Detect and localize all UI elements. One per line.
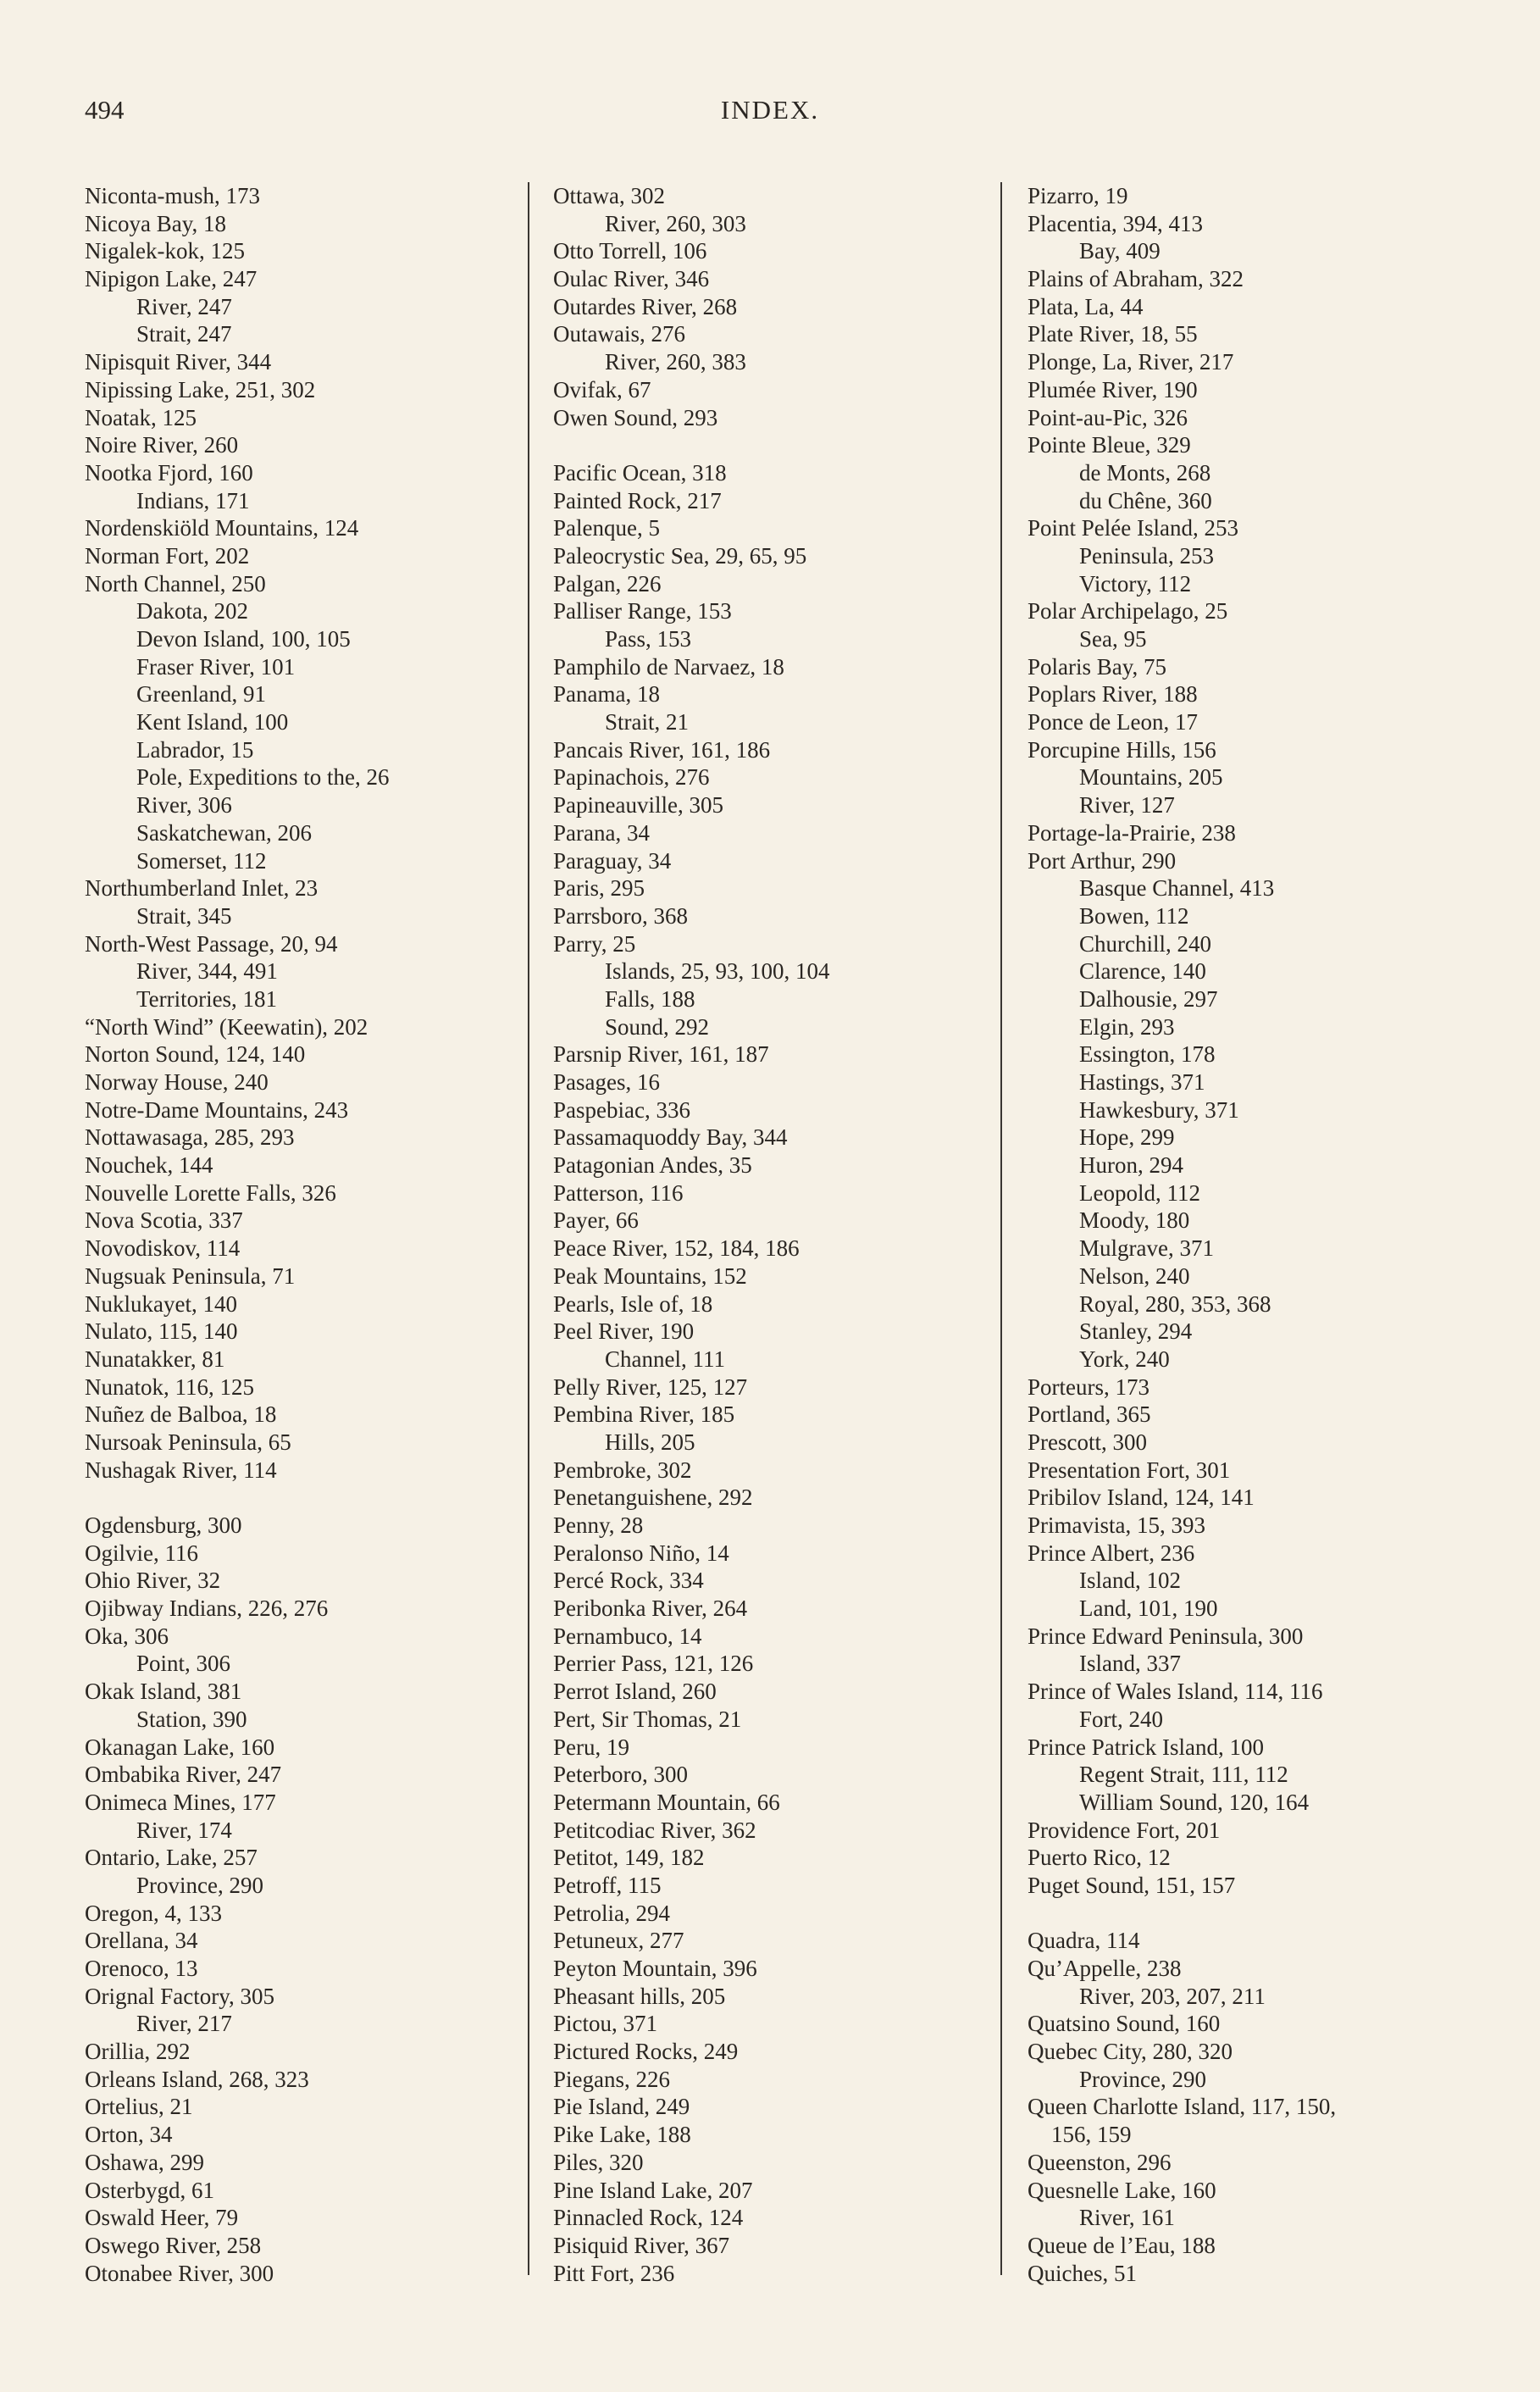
index-subentry: River, 127: [1079, 792, 1175, 819]
index-entry: Peak Mountains, 152: [553, 1263, 747, 1289]
index-entry: Nursoak Peninsula, 65: [85, 1429, 291, 1455]
index-entry: Primavista, 15, 393: [1028, 1512, 1205, 1538]
index-entry: Outawais, 276: [553, 321, 685, 347]
index-subentry: de Monts, 268: [1079, 459, 1211, 486]
index-subentry: Mulgrave, 371: [1079, 1235, 1214, 1262]
index-subentry: River, 174: [136, 1817, 232, 1843]
index-entry: Pernambuco, 14: [553, 1623, 702, 1649]
index-entry: Quesnelle Lake, 160: [1028, 2177, 1216, 2203]
index-subentry: River, 260, 303: [605, 210, 746, 236]
index-entry: Pasages, 16: [553, 1069, 660, 1095]
index-subentry: Stanley, 294: [1079, 1318, 1193, 1345]
index-entry: Ontario, Lake, 257: [85, 1845, 258, 1871]
index-entry: Pictured Rocks, 249: [553, 2039, 739, 2065]
index-entry: Oka, 306: [85, 1623, 169, 1649]
index-entry: Plata, La, 44: [1028, 293, 1144, 319]
index-entry: Prince Albert, 236: [1028, 1540, 1195, 1566]
index-entry: Paspebiac, 336: [553, 1096, 690, 1123]
index-entry: Noatak, 125: [85, 404, 197, 430]
index-entry: Peribonka River, 264: [553, 1596, 748, 1622]
index-entry: Point Pelée Island, 253: [1028, 515, 1238, 541]
index-entry: Pointe Bleue, 329: [1028, 432, 1191, 458]
index-entry: Ogilvie, 116: [85, 1540, 198, 1566]
index-entry: Norton Sound, 124, 140: [85, 1041, 306, 1068]
index-entry: Nushagak River, 114: [85, 1457, 277, 1483]
index-entry: Porteurs, 173: [1028, 1374, 1149, 1400]
index-entry: Oswald Heer, 79: [85, 2205, 239, 2231]
index-subentry: Hawkesbury, 371: [1079, 1096, 1239, 1123]
index-entry: Pisiquid River, 367: [553, 2232, 730, 2258]
index-entry: Peru, 19: [553, 1734, 629, 1760]
index-subentry: Essington, 178: [1079, 1041, 1216, 1068]
page-number: 494: [85, 95, 125, 125]
index-entry: Passamaquoddy Bay, 344: [553, 1124, 788, 1151]
index-subentry: River, 217: [136, 2011, 232, 2037]
index-entry: Penetanguishene, 292: [553, 1485, 753, 1511]
index-subentry: Point, 306: [136, 1651, 231, 1677]
index-entry: Polaris Bay, 75: [1028, 653, 1166, 680]
index-subentry: Strait, 247: [136, 321, 232, 347]
index-entry: Nicoya Bay, 18: [85, 210, 226, 236]
index-subentry: Bay, 409: [1079, 238, 1161, 264]
index-entry: Palliser Range, 153: [553, 598, 732, 624]
index-subentry: Sound, 292: [605, 1013, 710, 1040]
index-subentry: Hills, 205: [605, 1429, 695, 1455]
index-entry: Nulato, 115, 140: [85, 1318, 238, 1345]
index-entry: Polar Archipelago, 25: [1028, 598, 1228, 624]
index-entry: Pine Island Lake, 207: [553, 2177, 753, 2203]
index-entry: Queen Charlotte Island, 117, 150,: [1028, 2094, 1337, 2120]
index-entry: Oregon, 4, 133: [85, 1900, 222, 1926]
index-entry: Ottawa, 302: [553, 183, 665, 208]
index-entry: Panama, 18: [553, 681, 660, 708]
index-subentry: Pass, 153: [605, 626, 692, 652]
index-entry: Portland, 365: [1028, 1401, 1151, 1428]
index-entry: Pike Lake, 188: [553, 2122, 691, 2148]
index-entry: Pert, Sir Thomas, 21: [553, 1706, 742, 1732]
index-subentry: Channel, 111: [605, 1346, 725, 1372]
index-subentry: Devon Island, 100, 105: [136, 626, 351, 652]
index-entry: “North Wind” (Keewatin), 202: [85, 1013, 368, 1040]
index-entry: Nunatakker, 81: [85, 1346, 225, 1372]
index-entry: Nipissing Lake, 251, 302: [85, 376, 316, 402]
index-entry: Penny, 28: [553, 1512, 644, 1538]
index-subentry: Regent Strait, 111, 112: [1079, 1762, 1288, 1788]
index-entry: Quadra, 114: [1028, 1928, 1140, 1954]
index-entry: Orillia, 292: [85, 2039, 191, 2065]
index-entry: Noire River, 260: [85, 432, 239, 458]
index-subentry: Strait, 21: [605, 709, 689, 735]
index-subentry: Islands, 25, 93, 100, 104: [605, 958, 830, 985]
index-entry: Owen Sound, 293: [553, 404, 718, 430]
index-entry: Quebec City, 280, 320: [1028, 2039, 1233, 2065]
index-subentry: William Sound, 120, 164: [1079, 1789, 1310, 1815]
index-entry: Queue de l’Eau, 188: [1028, 2232, 1216, 2258]
index-entry: Nipisquit River, 344: [85, 349, 272, 375]
index-entry: Presentation Fort, 301: [1028, 1457, 1231, 1483]
index-subentry: Sea, 95: [1079, 626, 1147, 652]
index-entry: Nova Scotia, 337: [85, 1207, 243, 1234]
index-entry: Oswego River, 258: [85, 2232, 262, 2258]
index-entry: Novodiskov, 114: [85, 1235, 241, 1262]
index-entry: Northumberland Inlet, 23: [85, 875, 319, 902]
index-entry: Port Arthur, 290: [1028, 847, 1177, 874]
index-entry: Porcupine Hills, 156: [1028, 736, 1216, 763]
index-column-1: [85, 182, 525, 2287]
index-subentry: York, 240: [1079, 1346, 1170, 1372]
index-entry: Petermann Mountain, 66: [553, 1789, 780, 1815]
index-entry: Ovifak, 67: [553, 376, 651, 402]
index-subentry: Bowen, 112: [1079, 902, 1189, 929]
index-entry: Plate River, 18, 55: [1028, 321, 1198, 347]
index-entry: Providence Fort, 201: [1028, 1817, 1221, 1843]
index-entry: Plumée River, 190: [1028, 376, 1198, 402]
index-entry: Oshawa, 299: [85, 2149, 204, 2175]
index-entry: Pamphilo de Narvaez, 18: [553, 653, 784, 680]
index-subentry: River, 161: [1079, 2205, 1175, 2231]
index-entry: Pinnacled Rock, 124: [553, 2205, 744, 2231]
index-entry: Papinachois, 276: [553, 764, 710, 791]
index-entry: Paraguay, 34: [553, 847, 672, 874]
index-entry: Puerto Rico, 12: [1028, 1845, 1171, 1871]
column-divider: [528, 182, 529, 2275]
index-entry: Onimeca Mines, 177: [85, 1789, 276, 1815]
index-entry: Nugsuak Peninsula, 71: [85, 1263, 296, 1289]
index-entry: Prince of Wales Island, 114, 116: [1028, 1679, 1323, 1705]
index-entry: Nuklukayet, 140: [85, 1290, 237, 1317]
index-entry: Palenque, 5: [553, 515, 660, 541]
index-entry: Pancais River, 161, 186: [553, 736, 771, 763]
index-entry: Ortelius, 21: [85, 2094, 193, 2120]
index-entry: Peace River, 152, 184, 186: [553, 1235, 800, 1262]
index-entry: Perrier Pass, 121, 126: [553, 1651, 754, 1677]
column-divider: [1000, 182, 1002, 2275]
index-entry: Ojibway Indians, 226, 276: [85, 1596, 329, 1622]
index-subentry: River, 260, 383: [605, 349, 746, 375]
index-subentry: Kent Island, 100: [136, 709, 289, 735]
index-subentry: Indians, 171: [136, 487, 250, 513]
index-entry: Pearls, Isle of, 18: [553, 1290, 713, 1317]
index-entry: Quatsino Sound, 160: [1028, 2011, 1221, 2037]
index-subentry: Dakota, 202: [136, 598, 248, 624]
index-subentry: Greenland, 91: [136, 681, 266, 708]
index-entry: Peel River, 190: [553, 1318, 695, 1345]
index-subentry: River, 247: [136, 293, 232, 319]
index-entry: Pizarro, 19: [1028, 183, 1128, 208]
index-subentry: Station, 390: [136, 1706, 247, 1732]
index-entry: Orenoco, 13: [85, 1956, 198, 1981]
index-entry: Orton, 34: [85, 2122, 173, 2148]
index-entry: Nouvelle Lorette Falls, 326: [85, 1179, 336, 1206]
index-entry: Nordenskiöld Mountains, 124: [85, 515, 359, 541]
index-entry: Plonge, La, River, 217: [1028, 349, 1234, 375]
index-subentry: River, 344, 491: [136, 958, 278, 985]
index-entry: Ponce de Leon, 17: [1028, 709, 1198, 735]
index-entry: Nootka Fjord, 160: [85, 459, 253, 486]
index-entry: 156, 159: [1051, 2122, 1132, 2148]
index-entry: Niconta-mush, 173: [85, 183, 260, 208]
index-entry: Peyton Mountain, 396: [553, 1956, 757, 1981]
index-subentry: Strait, 345: [136, 902, 232, 929]
index-subentry: Churchill, 240: [1079, 930, 1211, 957]
index-entry: Plains of Abraham, 322: [1028, 266, 1244, 292]
index-entry: Petitot, 149, 182: [553, 1845, 705, 1871]
running-head: INDEX.: [720, 95, 820, 125]
index-subentry: Province, 290: [136, 1872, 263, 1898]
index-entry: Ogdensburg, 300: [85, 1512, 242, 1538]
index-subentry: Basque Channel, 413: [1079, 875, 1275, 902]
index-entry: Piegans, 226: [553, 2066, 670, 2092]
index-entry: Paris, 295: [553, 875, 645, 902]
index-entry: Outardes River, 268: [553, 293, 738, 319]
index-entry: Peralonso Niño, 14: [553, 1540, 729, 1566]
index-entry: Petrolia, 294: [553, 1900, 670, 1926]
index-entry: Papineauville, 305: [553, 792, 723, 819]
index-entry: Okak Island, 381: [85, 1679, 242, 1705]
index-subentry: Hope, 299: [1079, 1124, 1175, 1151]
index-entry: Okanagan Lake, 160: [85, 1734, 275, 1760]
index-entry: Pembroke, 302: [553, 1457, 692, 1483]
index-entry: Prince Edward Peninsula, 300: [1028, 1623, 1304, 1649]
index-subentry: Moody, 180: [1079, 1207, 1190, 1234]
index-entry: Peterboro, 300: [553, 1762, 688, 1788]
index-subentry: Clarence, 140: [1079, 958, 1206, 985]
index-subentry: Nelson, 240: [1079, 1263, 1190, 1289]
index-entry: Pictou, 371: [553, 2011, 658, 2037]
index-entry: Payer, 66: [553, 1207, 639, 1234]
index-entry: Painted Rock, 217: [553, 487, 722, 513]
index-subentry: Island, 337: [1079, 1651, 1181, 1677]
index-entry: Perrot Island, 260: [553, 1679, 717, 1705]
index-subentry: Province, 290: [1079, 2066, 1206, 2092]
index-entry: Pembina River, 185: [553, 1401, 735, 1428]
index-subentry: Labrador, 15: [136, 736, 254, 763]
index-entry: Otonabee River, 300: [85, 2260, 274, 2286]
index-entry: Pacific Ocean, 318: [553, 459, 727, 486]
index-entry: Quiches, 51: [1028, 2260, 1137, 2286]
index-entry: Nuñez de Balboa, 18: [85, 1401, 277, 1428]
index-column-3: [1028, 182, 1485, 2287]
index-entry: Percé Rock, 334: [553, 1568, 704, 1594]
index-subentry: Royal, 280, 353, 368: [1079, 1290, 1271, 1317]
index-entry: Nouchek, 144: [85, 1152, 213, 1179]
index-entry: Parrsboro, 368: [553, 902, 688, 929]
index-entry: Nottawasaga, 285, 293: [85, 1124, 295, 1151]
index-entry: Qu’Appelle, 238: [1028, 1956, 1182, 1981]
index-subentry: Elgin, 293: [1079, 1013, 1175, 1040]
index-entry: Oulac River, 346: [553, 266, 710, 292]
index-subentry: Victory, 112: [1079, 570, 1192, 597]
index-subentry: Falls, 188: [605, 985, 695, 1012]
index-subentry: Peninsula, 253: [1079, 542, 1214, 569]
index-entry: Orleans Island, 268, 323: [85, 2066, 309, 2092]
index-subentry: River, 306: [136, 792, 232, 819]
index-entry: Ombabika River, 247: [85, 1762, 282, 1788]
index-subentry: Fort, 240: [1079, 1706, 1164, 1732]
index-entry: Prince Patrick Island, 100: [1028, 1734, 1264, 1760]
index-entry: Petitcodiac River, 362: [553, 1817, 756, 1843]
index-subentry: Territories, 181: [136, 985, 278, 1012]
index-entry: Portage-la-Prairie, 238: [1028, 819, 1236, 846]
index-entry: Pie Island, 249: [553, 2094, 690, 2120]
index-entry: Otto Torrell, 106: [553, 238, 707, 264]
index-entry: Petuneux, 277: [553, 1928, 684, 1954]
index-entry: Pelly River, 125, 127: [553, 1374, 748, 1400]
index-entry: Petroff, 115: [553, 1872, 662, 1898]
index-entry: Puget Sound, 151, 157: [1028, 1872, 1236, 1898]
index-entry: Norway House, 240: [85, 1069, 269, 1095]
index-entry: Ohio River, 32: [85, 1568, 221, 1594]
index-entry: North Channel, 250: [85, 570, 266, 597]
index-entry: Parana, 34: [553, 819, 650, 846]
index-entry: Nipigon Lake, 247: [85, 266, 258, 292]
index-entry: Point-au-Pic, 326: [1028, 404, 1188, 430]
index-entry: Queenston, 296: [1028, 2149, 1172, 2175]
index-entry: Nunatok, 116, 125: [85, 1374, 254, 1400]
index-subentry: Saskatchewan, 206: [136, 819, 312, 846]
index-entry: Osterbygd, 61: [85, 2177, 214, 2203]
index-subentry: Mountains, 205: [1079, 764, 1223, 791]
index-subentry: Land, 101, 190: [1079, 1596, 1218, 1622]
index-entry: Pribilov Island, 124, 141: [1028, 1485, 1255, 1511]
index-entry: Pheasant hills, 205: [553, 1983, 726, 2009]
index-entry: Piles, 320: [553, 2149, 644, 2175]
index-entry: Patagonian Andes, 35: [553, 1152, 752, 1179]
index-column-2: [553, 182, 994, 2287]
index-subentry: Island, 102: [1079, 1568, 1181, 1594]
index-entry: Parsnip River, 161, 187: [553, 1041, 769, 1068]
index-entry: Prescott, 300: [1028, 1429, 1147, 1455]
index-entry: Palgan, 226: [553, 570, 662, 597]
index-entry: Poplars River, 188: [1028, 681, 1198, 708]
index-subentry: du Chêne, 360: [1079, 487, 1212, 513]
index-subentry: River, 203, 207, 211: [1079, 1983, 1266, 2009]
index-entry: Notre-Dame Mountains, 243: [85, 1096, 349, 1123]
index-subentry: Somerset, 112: [136, 847, 267, 874]
page-header: [0, 95, 1540, 129]
index-entry: Norman Fort, 202: [85, 542, 250, 569]
index-entry: Orellana, 34: [85, 1928, 198, 1954]
index-subentry: Huron, 294: [1079, 1152, 1183, 1179]
index-subentry: Dalhousie, 297: [1079, 985, 1218, 1012]
index-subentry: Leopold, 112: [1079, 1179, 1200, 1206]
index-entry: Patterson, 116: [553, 1179, 684, 1206]
index-entry: Paleocrystic Sea, 29, 65, 95: [553, 542, 807, 569]
index-subentry: Fraser River, 101: [136, 653, 296, 680]
index-entry: Parry, 25: [553, 930, 636, 957]
index-entry: Nigalek-kok, 125: [85, 238, 245, 264]
index-entry: Orignal Factory, 305: [85, 1983, 274, 2009]
index-entry: Placentia, 394, 413: [1028, 210, 1203, 236]
index-subentry: Hastings, 371: [1079, 1069, 1205, 1095]
index-entry: North-West Passage, 20, 94: [85, 930, 338, 957]
index-entry: Pitt Fort, 236: [553, 2260, 675, 2286]
index-subentry: Pole, Expeditions to the, 26: [136, 764, 390, 791]
